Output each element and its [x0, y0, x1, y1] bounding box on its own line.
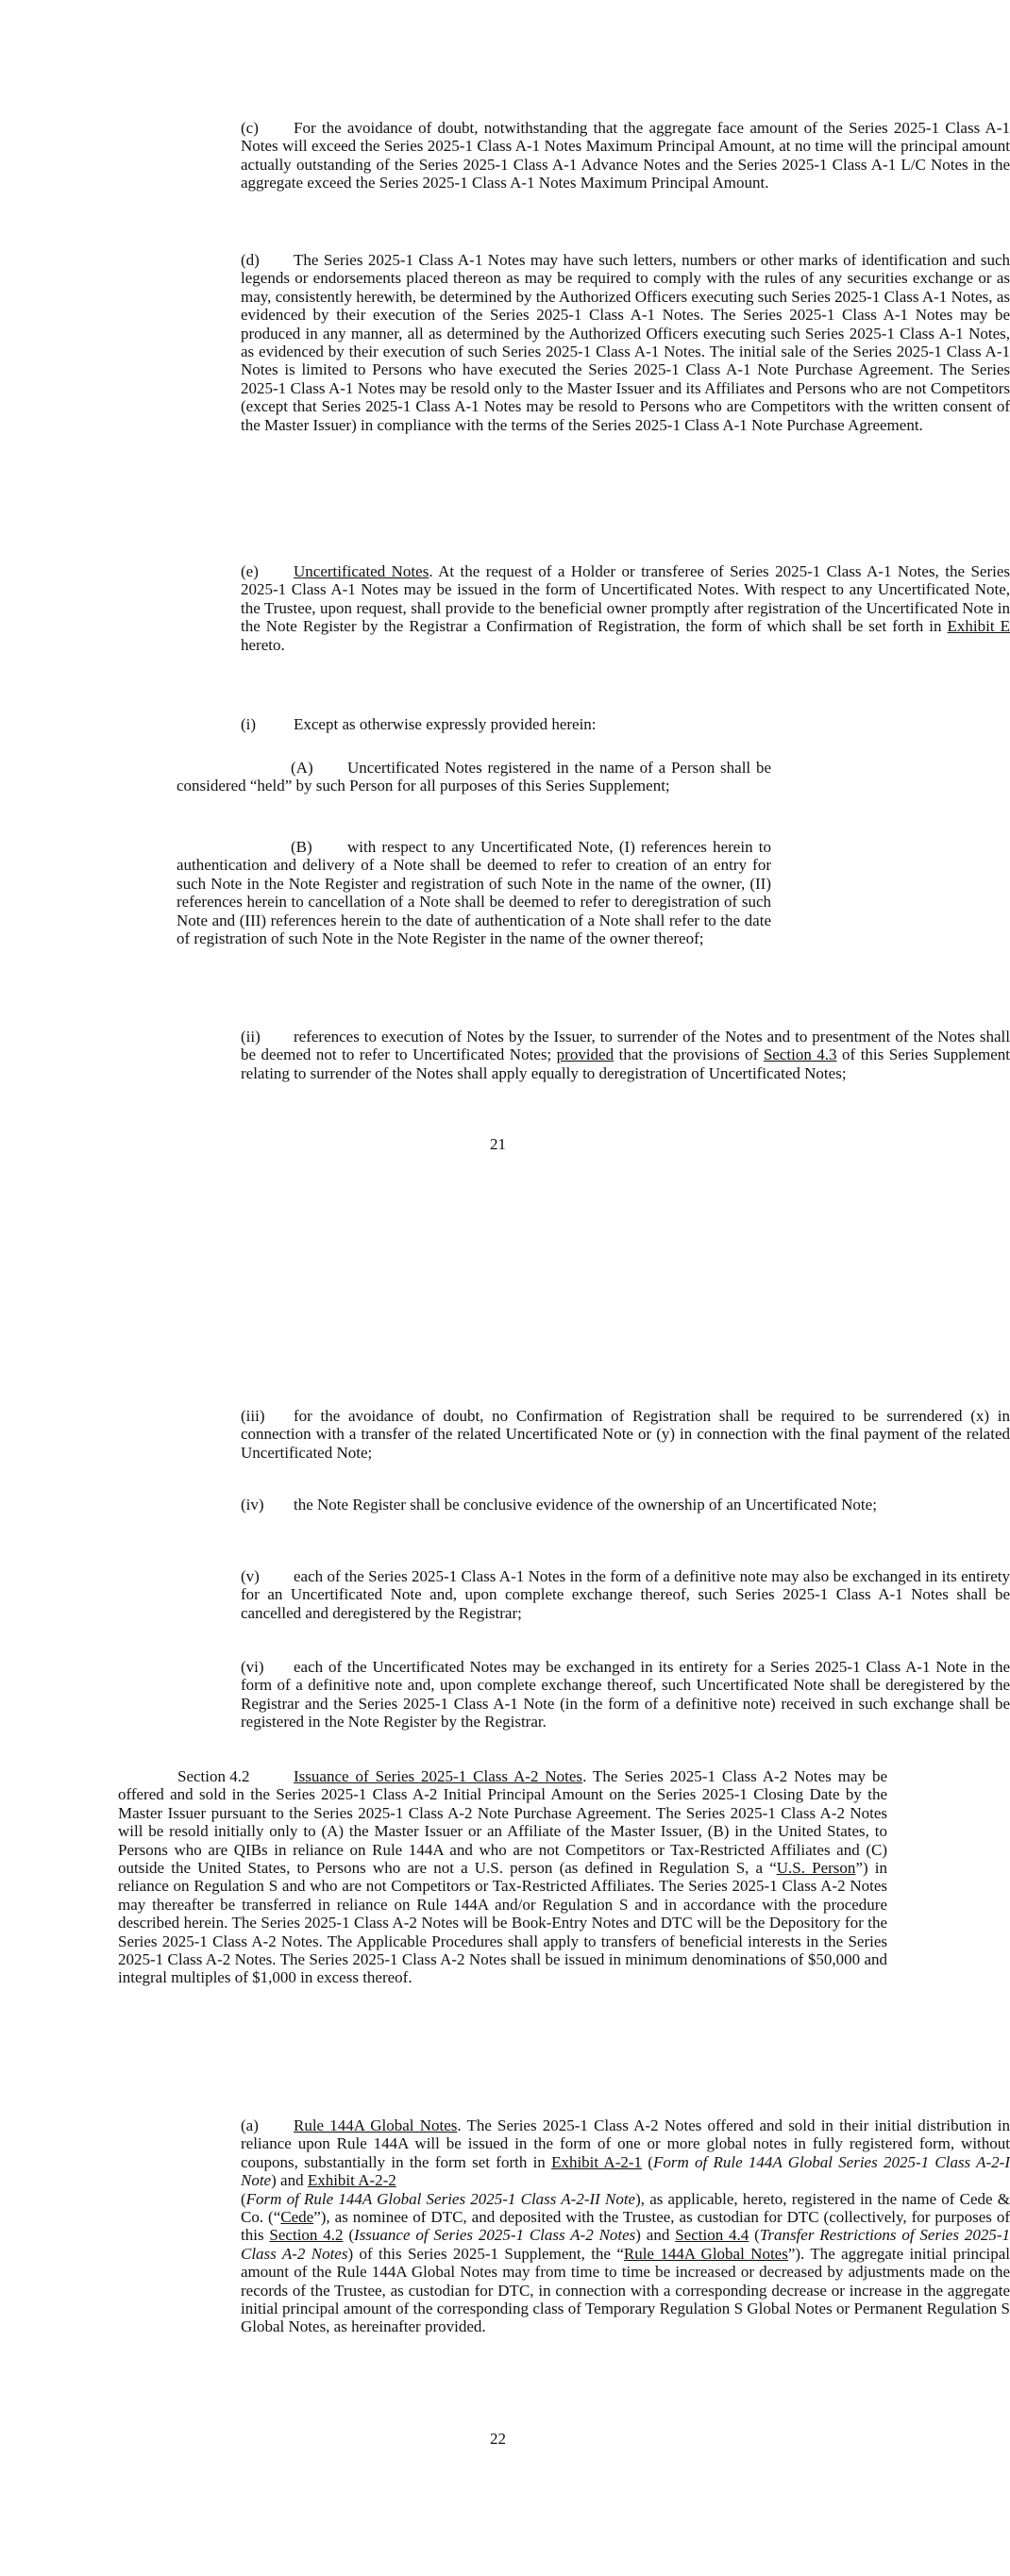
clause-A-text: Uncertificated Notes registered in the name of a Person shall be considered “held” by such Person for all purposes of this Series Supplement;: [177, 759, 771, 795]
section-4-4-reference: Section 4.4: [675, 2226, 749, 2245]
paragraph-a-text-3: ”), as nominee of DTC, and deposited with the Trustee, as custodian for DTC (collectively, for purposes of this: [241, 2208, 1010, 2245]
paragraph-e-heading: Uncertificated Notes: [294, 562, 429, 580]
clause-vi-text: each of the Uncertificated Notes may be exchanged in its entirety for a Series 2025-1 Class A-1 Note in the form of a definitive note and, upon complete exchange thereof, such Uncertificated Note shall be deregistered by the Registrar and the Series 2025-1 Class A-1 Note (in the form of a definitive note) received in such exchange shall be registered in the Note Register by the Registrar.: [241, 1658, 1010, 1731]
paragraph-d: [118, 251, 1010, 434]
section-4-2: [118, 1767, 887, 1987]
clause-iv: [118, 1496, 1010, 1514]
exhibit-a-2-1-description: Form of Rule 144A Global Series 2025-1 Class A-2-I Note: [241, 2152, 1010, 2190]
paragraph-a-text-5: ”). The aggregate initial principal amount of the Rule 144A Global Notes may from time to time be increased or decreased by adjustments made on the records of the Trustee, as custodian for DTC, in connection with a corresponding decrease or increase in the aggregate initial principal amount of the corresponding class of Temporary Regulation S Global Notes or Permanent Regulation S Global Notes, as hereinafter provided.: [241, 2244, 1010, 2336]
paragraph-a-text-2: ), as applicable, hereto, registered in the name of Cede & Co. (“: [241, 2189, 1010, 2227]
cede-term: Cede: [280, 2208, 314, 2227]
page-22: [0, 1288, 1010, 2576]
clause-iv-label: (iv): [241, 1496, 264, 1514]
clause-ii-mid: that the provisions of: [614, 1045, 764, 1064]
clause-B-text: with respect to any Uncertificated Note, (I) references herein to authentication and delivery of a Note shall be deemed to refer to creation of an entry for such Note in the Note Register and registration of such Note in the name of the owner, (II) references herein to cancellation of a Note shall be deemed to refer to deregistration of such Note and (III) references herein to the date of authentication of a Note shall refer to the date of registration of such Note in the Note Register in the name of the owner thereof;: [177, 838, 771, 948]
clause-iii: [118, 1407, 1010, 1462]
exhibit-a-2-1-reference: Exhibit A-2-1: [551, 2152, 643, 2171]
clause-A-label: (A): [291, 759, 313, 777]
clause-v-text: each of the Series 2025-1 Class A-1 Notes in the form of a definitive note may also be exchanged in its entirety for an Uncertificated Note and, upon complete exchange thereof, such Series 2025-1 Class A-1 Notes shall be cancelled and deregistered by the Registrar;: [241, 1567, 1010, 1622]
page-number: 22: [490, 2430, 506, 2448]
clause-iv-text: the Note Register shall be conclusive evidence of the ownership of an Uncertificated Note;: [294, 1496, 877, 1514]
paragraph-c-label: (c): [241, 119, 259, 137]
paragraph-d-text: The Series 2025-1 Class A-1 Notes may have such letters, numbers or other marks of identification and such legends or endorsements placed thereon as may be required to comply with the rules of any securities exchange or as may, consistently herewith, be determined by the Authorized Officers executing such Series 2025-1 Class A-1 Notes, as evidenced by their execution of the Series 2025-1 Class A-1 Notes. The Series 2025-1 Class A-1 Notes may be produced in any manner, all as determined by the Authorized Officers executing such Series 2025-1 Class A-1 Notes, as evidenced by their execution of such Series 2025-1 Class A-1 Notes. The initial sale of the Series 2025-1 Class A-1 Notes is limited to Persons who have executed the Series 2025-1 Class A-1 Note Purchase Agreement. The Series 2025-1 Class A-1 Notes may be resold only to the Master Issuer and its Affiliates and Persons who are not Competitors (except that Series 2025-1 Class A-1 Notes may be resold to Persons who are Competitors with the written consent of the Master Issuer) in compliance with the terms of the Series 2025-1 Class A-1 Note Purchase Agreement.: [241, 251, 1010, 434]
us-person-term: U.S. Person: [776, 1859, 856, 1878]
paragraph-a: (a) Rule 144A Global Notes. The Series 2025-1 Class A-2 Notes offered and sold in their initial distribution in reliance upon Rule 144A will be issued in the form of one or more global notes in fully registered form, without coupons, substantially in the form set forth in Exhibit A-2-1 (Form of Rule 144A Global Series 2025-1 Class A-2-I Note) and Exhibit A-2-2 (Form of Rule 144A Global Series 2025-1 Class A-2-II Note), as applicable, hereto, registered in the name of Cede & Co. (“Cede”), as nominee of DTC, and deposited with the Trustee, as custodian for DTC (collectively, for purposes of this Section 4.2 (Issuance of Series 2025-1 Class A-2 Notes) and Section 4.4 (Transfer Restrictions of Series 2025-1 Class A-2 Notes) of this Series 2025-1 Supplement, the “Rule 144A Global Notes”). The aggregate initial principal amount of the Rule 144A Global Notes may from time to time be increased or decreased by adjustments made on the records of the Trustee, as custodian for DTC, in connection with a corresponding decrease or increase in the aggregate initial principal amount of the corresponding class of Temporary Regulation S Global Notes or Permanent Regulation S Global Notes, as hereinafter provided.: [241, 2116, 1010, 2336]
section-4-2-heading: Issuance of Series 2025-1 Class A-2 Notes: [294, 1767, 583, 1785]
clause-B: [177, 838, 771, 947]
section-4-4-description: Transfer Restrictions of Series 2025-1 Class A-2 Notes: [241, 2226, 1010, 2263]
clause-i: [118, 715, 1010, 733]
section-4-3-reference: Section 4.3: [763, 1045, 837, 1064]
section-4-2-description: Issuance of Series 2025-1 Class A-2 Notes: [354, 2226, 636, 2245]
section-4-2-text-1: . The Series 2025-1 Class A-2 Notes may be offered and sold in the Series 2025-1 Class A-2 Initial Principal Amount on the Series 2025-1 Closing Date by the Master Issuer pursuant to the Series 2025-1 Class A-2 Note Purchase Agreement. The Series 2025-1 Class A-2 Notes will be resold initially only to (A) the Master Issuer or an Affiliate of the Master Issuer, (B) in the United States, to Persons who are QIBs in reliance on Rule 144A and who are not Competitors or Tax-Restricted Affiliates and (C) outside the United States, to Persons who are not a U.S. person (as defined in Regulation S, a “: [118, 1767, 887, 1878]
paragraph-a-heading: Rule 144A Global Notes: [294, 2116, 458, 2134]
clause-ii-label: (ii): [241, 1028, 261, 1045]
section-4-2-text-2: ”) in reliance on Regulation S and who are not Competitors or Tax-Restricted Affiliates. The Series 2025-1 Class A-2 Notes may thereafter be transferred in reliance on Rule 144A and/or Regulation S and in accordance with the procedure described herein. The Series 2025-1 Class A-2 Notes will be Book-Entry Notes and DTC will be the Depository for the Series 2025-1 Class A-2 Notes. The Applicable Procedures shall apply to transfers of beneficial interests in the Series 2025-1 Class A-2 Notes. The Series 2025-1 Class A-2 Notes shall be issued in minimum denominations of $50,000 and integral multiples of $1,000 in excess thereof.: [118, 1859, 887, 1987]
clause-i-text: Except as otherwise expressly provided herein:: [294, 715, 597, 733]
paragraph-e-text: . At the request of a Holder or transferee of Series 2025-1 Class A-1 Notes, the Series 2025-1 Class A-1 Notes may be issued in the form of Uncertificated Notes. With respect to any Uncertificated Note, the Trustee, upon request, shall provide to the beneficial owner promptly after registration of the Uncertificated Note in the Note Register by the Registrar a Confirmation of Registration, the form of which shall be set forth in: [241, 562, 1010, 636]
paragraph-a-and: ) and: [271, 2171, 308, 2190]
section-4-2-reference: Section 4.2: [269, 2226, 344, 2245]
exhibit-a-2-2-description: Form of Rule 144A Global Series 2025-1 Class A-2-II Note: [245, 2189, 636, 2208]
clause-iii-label: (iii): [241, 1407, 265, 1425]
clause-ii-tail: of this Series Supplement relating to surrender of the Notes shall apply equally to deregistration of Uncertificated Notes;: [241, 1045, 1010, 1082]
paragraph-e-label: (e): [241, 562, 259, 580]
clause-i-label: (i): [241, 715, 257, 733]
clause-v-label: (v): [241, 1567, 260, 1585]
paragraph-c: [118, 119, 1010, 192]
paragraph-a-text-1: . The Series 2025-1 Class A-2 Notes offered and sold in their initial distribution in reliance upon Rule 144A will be issued in the form of one or more global notes in fully registered form, without coupons, substantially in the form set forth in: [241, 2116, 1010, 2171]
paragraph-e: [118, 562, 1010, 654]
clause-ii: [118, 1028, 1010, 1082]
clause-B-label: (B): [291, 838, 312, 856]
exhibit-e-reference: Exhibit E: [947, 617, 1010, 636]
exhibit-a-2-2-reference: Exhibit A-2-2: [307, 2171, 396, 2190]
provided-term: provided: [556, 1045, 614, 1064]
page-number: 21: [490, 1135, 506, 1153]
rule-144a-global-notes-term: Rule 144A Global Notes: [623, 2244, 788, 2263]
clause-iii-text: for the avoidance of doubt, no Confirmation of Registration shall be required to be surrendered (x) in connection with a transfer of the related Uncertificated Note or (y) in connection with the final payment of the related Uncertificated Note;: [241, 1407, 1010, 1462]
clause-v: [118, 1567, 1010, 1622]
section-4-2-label: Section 4.2: [177, 1767, 250, 1785]
paragraph-e-tail: hereto.: [241, 635, 285, 654]
clause-vi-label: (vi): [241, 1658, 264, 1676]
clause-vi: [118, 1658, 1010, 1731]
paragraph-a-text-4: ) of this Series 2025-1 Supplement, the “: [347, 2244, 624, 2263]
clause-A: [177, 759, 771, 795]
paragraph-c-text: For the avoidance of doubt, notwithstanding that the aggregate face amount of the Series 2025-1 Class A-1 Notes will exceed the Series 2025-1 Class A-1 Notes Maximum Principal Amount, at no time will the principal amount actually outstanding of the Series 2025-1 Class A-1 Advance Notes and the Series 2025-1 Class A-1 L/C Notes in the aggregate exceed the Series 2025-1 Class A-1 Notes Maximum Principal Amount.: [241, 119, 1010, 192]
clause-ii-text: references to execution of Notes by the Issuer, to surrender of the Notes and to presentment of the Notes shall be deemed not to refer to Uncertificated Notes;: [241, 1028, 1010, 1064]
paragraph-a-label: (a): [241, 2116, 259, 2134]
paragraph-d-label: (d): [241, 251, 260, 269]
